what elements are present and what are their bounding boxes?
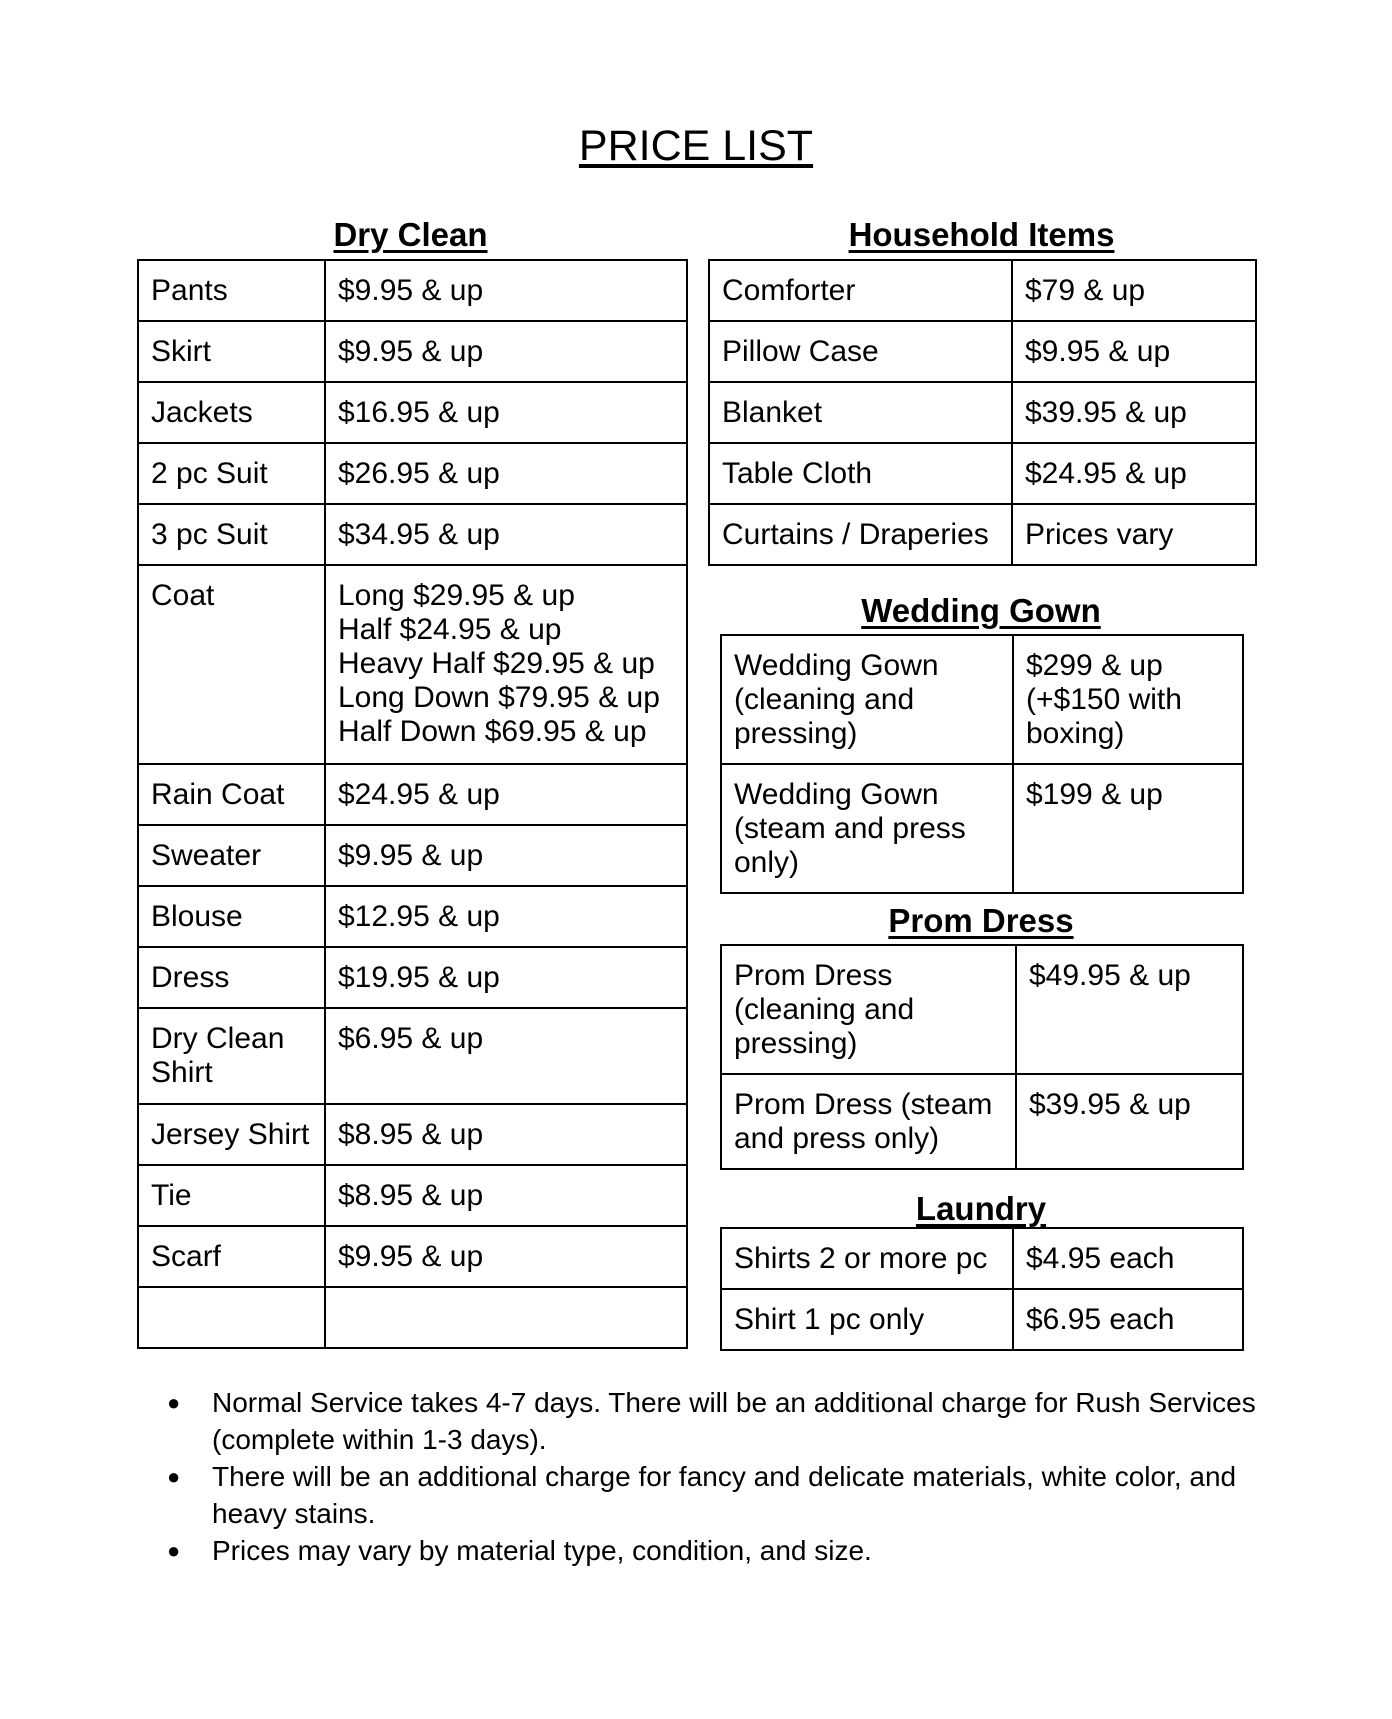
table-row [709, 504, 1256, 565]
item-name: Curtains / Draperies [709, 504, 1012, 565]
item-name: Dress [138, 947, 325, 1008]
table-row [138, 825, 687, 886]
item-price: $39.95 & up [1012, 382, 1256, 443]
item-name: Wedding Gown (cleaning and pressing) [721, 635, 1013, 764]
table-row [709, 443, 1256, 504]
item-name: Prom Dress (steam and press only) [721, 1074, 1016, 1169]
bullet-icon: ● [167, 1390, 181, 1415]
list-item [165, 1458, 1285, 1532]
laundry-heading: Laundry [915, 1190, 1047, 1227]
table-row [721, 945, 1243, 1074]
item-price: $39.95 & up [1016, 1074, 1243, 1169]
wedding-gown-table [720, 634, 1244, 894]
bullet-icon: ● [167, 1538, 181, 1563]
household-table [708, 259, 1257, 566]
item-price: $34.95 & up [325, 504, 687, 565]
table-row [138, 1104, 687, 1165]
table-row [138, 565, 687, 764]
item-name: 2 pc Suit [138, 443, 325, 504]
table-row [138, 1226, 687, 1287]
item-price: $9.95 & up [325, 1226, 687, 1287]
note-text: Normal Service takes 4-7 days. There will be an additional charge for Rush Services (complete within 1-3 days). [212, 1387, 1256, 1455]
table-row [721, 764, 1243, 893]
item-price: $49.95 & up [1016, 945, 1243, 1074]
table-row [138, 947, 687, 1008]
item-name: Shirt 1 pc only [721, 1289, 1013, 1350]
prom-dress-table [720, 944, 1244, 1170]
item-price: $8.95 & up [325, 1165, 687, 1226]
item-name [138, 1287, 325, 1348]
table-row [138, 1287, 687, 1348]
item-price: $9.95 & up [1012, 321, 1256, 382]
bullet-icon: ● [167, 1464, 181, 1489]
item-name: 3 pc Suit [138, 504, 325, 565]
page-title: PRICE LIST [578, 122, 814, 170]
note-text: Prices may vary by material type, condition, and size. [212, 1535, 872, 1566]
wedding-gown-heading: Wedding Gown [861, 592, 1101, 629]
item-name: Scarf [138, 1226, 325, 1287]
list-item [165, 1384, 1285, 1458]
table-row [138, 443, 687, 504]
item-price: $6.95 & up [325, 1008, 687, 1104]
item-price: $9.95 & up [325, 321, 687, 382]
item-price: $8.95 & up [325, 1104, 687, 1165]
table-row [721, 1228, 1243, 1289]
household-heading: Household Items [848, 216, 1115, 253]
item-price: $79 & up [1012, 260, 1256, 321]
item-name: Pillow Case [709, 321, 1012, 382]
table-row [138, 1165, 687, 1226]
item-price: $16.95 & up [325, 382, 687, 443]
item-price: $199 & up [1013, 764, 1243, 893]
item-price: $299 & up (+$150 with boxing) [1013, 635, 1243, 764]
table-row [138, 764, 687, 825]
item-price: $4.95 each [1013, 1228, 1243, 1289]
table-row [721, 1074, 1243, 1169]
table-row [138, 382, 687, 443]
item-name: Shirts 2 or more pc [721, 1228, 1013, 1289]
item-name: Wedding Gown (steam and press only) [721, 764, 1013, 893]
item-name: Dry Clean Shirt [138, 1008, 325, 1104]
dry-clean-heading: Dry Clean [333, 216, 488, 253]
item-name: Prom Dress (cleaning and pressing) [721, 945, 1016, 1074]
prom-dress-heading: Prom Dress [888, 902, 1074, 939]
item-name: Coat [138, 565, 325, 764]
dry-clean-table [137, 259, 688, 1349]
item-name: Table Cloth [709, 443, 1012, 504]
table-row [721, 635, 1243, 764]
item-name: Jersey Shirt [138, 1104, 325, 1165]
item-name: Sweater [138, 825, 325, 886]
item-price: $6.95 each [1013, 1289, 1243, 1350]
table-row [709, 382, 1256, 443]
item-name: Pants [138, 260, 325, 321]
list-item [165, 1532, 1285, 1569]
item-price: $9.95 & up [325, 825, 687, 886]
item-name: Blanket [709, 382, 1012, 443]
item-price: $12.95 & up [325, 886, 687, 947]
table-row [138, 321, 687, 382]
item-price: $26.95 & up [325, 443, 687, 504]
notes-list [165, 1384, 1285, 1569]
table-row [138, 260, 687, 321]
item-name: Skirt [138, 321, 325, 382]
item-name: Rain Coat [138, 764, 325, 825]
note-text: There will be an additional charge for fancy and delicate materials, white color, and heavy stains. [212, 1461, 1237, 1529]
table-row [709, 321, 1256, 382]
table-row [138, 504, 687, 565]
item-price: Long $29.95 & up Half $24.95 & up Heavy Half $29.95 & up Long Down $79.95 & up Half Down $69.95 & up [325, 565, 687, 764]
item-price: $24.95 & up [1012, 443, 1256, 504]
item-price: $9.95 & up [325, 260, 687, 321]
table-row [138, 1008, 687, 1104]
item-price: $19.95 & up [325, 947, 687, 1008]
item-name: Blouse [138, 886, 325, 947]
laundry-table [720, 1227, 1244, 1351]
table-row [709, 260, 1256, 321]
table-row [721, 1289, 1243, 1350]
item-name: Tie [138, 1165, 325, 1226]
item-name: Comforter [709, 260, 1012, 321]
item-price: Prices vary [1012, 504, 1256, 565]
item-price [325, 1287, 687, 1348]
table-row [138, 886, 687, 947]
item-price: $24.95 & up [325, 764, 687, 825]
item-name: Jackets [138, 382, 325, 443]
